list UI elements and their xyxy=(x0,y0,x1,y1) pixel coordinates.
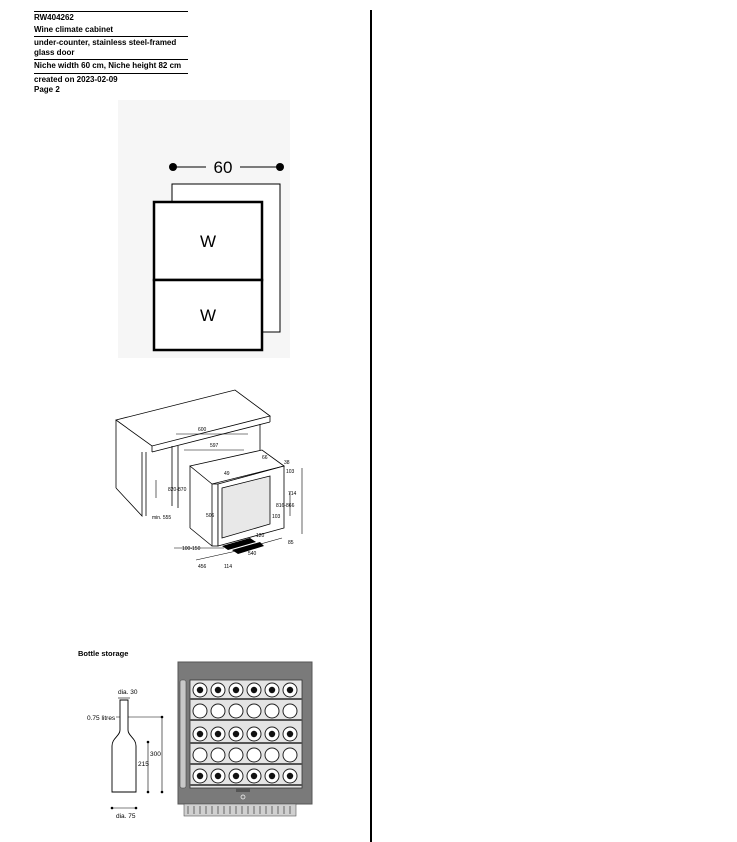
bottle-punt xyxy=(215,773,221,779)
bottle-end xyxy=(247,748,261,762)
dim-714: 714 xyxy=(288,491,297,497)
dim-820-870: 820-870 xyxy=(168,487,187,493)
dimension-dot-right xyxy=(276,163,284,171)
bottle-punt xyxy=(269,731,275,737)
product-description: under-counter, stainless steel-framed glass door xyxy=(34,36,188,59)
page-number: Page 2 xyxy=(34,85,60,94)
page-divider xyxy=(370,10,372,842)
bottle-punt xyxy=(197,687,203,693)
dim-506: 506 xyxy=(206,513,215,519)
dim-100-150: 100-150 xyxy=(182,546,201,552)
bottle-punt xyxy=(197,731,203,737)
niche-size: Niche width 60 cm, Niche height 82 cm xyxy=(34,59,188,73)
bottle-punt xyxy=(251,731,257,737)
dim-816-866: 816-866 xyxy=(276,503,295,509)
bottle-end xyxy=(283,748,297,762)
shelf-rail xyxy=(190,763,302,765)
bottle-punt xyxy=(287,731,293,737)
bottle-height-215: 215 xyxy=(138,761,149,768)
dim-66: 66 xyxy=(262,455,268,461)
bottle-punt xyxy=(287,687,293,693)
bottle-punt xyxy=(269,687,275,693)
dim-114: 114 xyxy=(224,564,232,570)
bottle-dimension-diagram xyxy=(84,684,164,824)
dim-540: 540 xyxy=(248,551,257,557)
bottle-punt xyxy=(233,687,239,693)
dim-600: 600 xyxy=(198,427,207,433)
dim-103-top: 103 xyxy=(286,469,295,475)
dim-456: 456 xyxy=(198,564,207,570)
dim-597: 597 xyxy=(210,443,219,449)
dim-120: 120 xyxy=(256,533,265,539)
bottle-storage-title: Bottle storage xyxy=(78,649,129,658)
dim-49: 49 xyxy=(224,471,230,477)
product-header xyxy=(34,11,188,97)
bottle-end xyxy=(193,748,207,762)
bottle-neck-diameter: dia. 30 xyxy=(118,689,138,696)
bottle-punt xyxy=(251,773,257,779)
bottle-punt xyxy=(215,731,221,737)
product-name: Wine climate cabinet xyxy=(34,24,114,34)
bottle-punt xyxy=(215,687,221,693)
shelf-rail xyxy=(190,698,302,700)
top-unit-label: W xyxy=(199,232,217,251)
bottle-punt xyxy=(269,773,275,779)
shelf-rail xyxy=(190,784,302,786)
dim-38: 38 xyxy=(284,460,290,466)
wine-cabinet-front xyxy=(176,660,316,818)
bottle-end xyxy=(211,704,225,718)
niche-width-label: 60 xyxy=(213,158,233,177)
bottle-end xyxy=(265,704,279,718)
bottle-volume: 0.75 litres xyxy=(87,715,116,722)
bottle-end xyxy=(229,748,243,762)
bottom-unit-label: W xyxy=(199,306,217,325)
cabinet-plinth xyxy=(184,804,296,816)
dim-103-mid: 103 xyxy=(272,514,281,520)
shelf-rail xyxy=(190,719,302,721)
bottle-end xyxy=(193,704,207,718)
bottle-punt xyxy=(197,773,203,779)
shelf-rail xyxy=(190,742,302,744)
installation-diagram xyxy=(112,388,317,584)
bottle-end xyxy=(265,748,279,762)
bottle-end xyxy=(283,704,297,718)
bottle-outline xyxy=(112,700,136,792)
created-date: created on 2023-02-09 xyxy=(34,73,188,85)
bottle-punt xyxy=(287,773,293,779)
bottle-punt xyxy=(233,731,239,737)
bottle-height-300: 300 xyxy=(150,751,161,758)
niche-diagram xyxy=(118,100,290,358)
dim-min-555: min. 555 xyxy=(152,515,172,521)
dim-85: 85 xyxy=(288,540,294,546)
bottle-punt xyxy=(233,773,239,779)
bottle-punt xyxy=(251,687,257,693)
bottle-end xyxy=(229,704,243,718)
bottle-base-diameter: dia. 75 xyxy=(116,813,136,820)
bottle-end xyxy=(247,704,261,718)
dimension-dot-left xyxy=(169,163,177,171)
bottle-end xyxy=(211,748,225,762)
model-number: RW404262 xyxy=(34,11,188,25)
